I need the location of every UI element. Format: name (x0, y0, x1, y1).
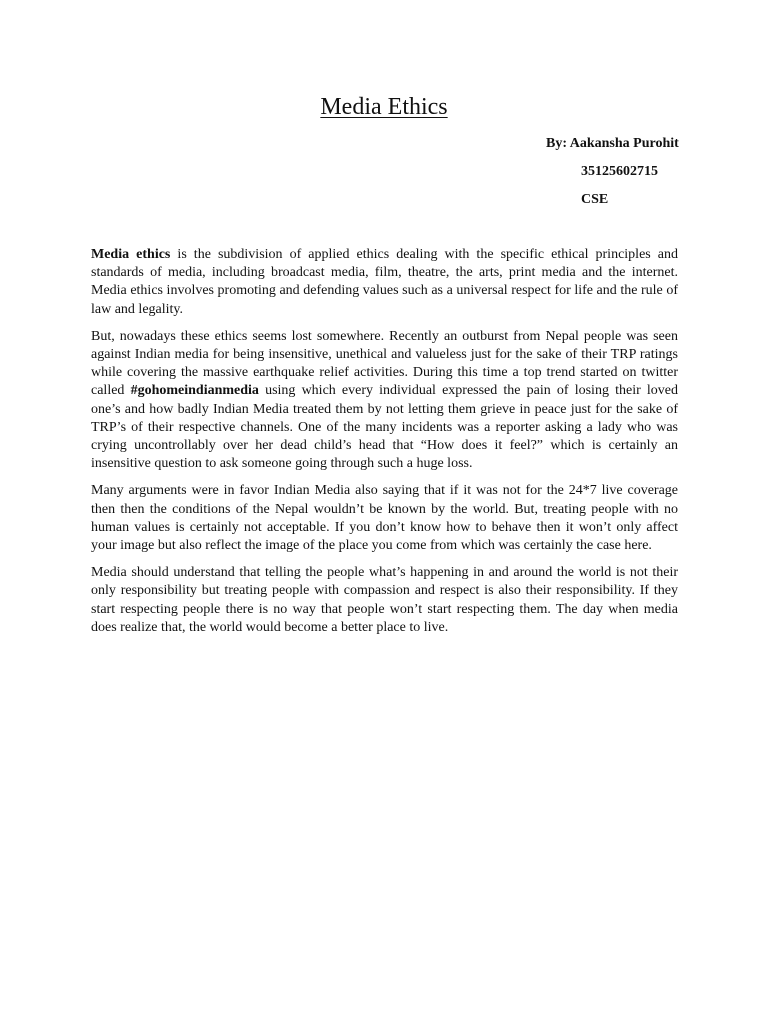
hashtag: #gohomeindianmedia (130, 383, 259, 399)
paragraph-nepal-incident (91, 328, 678, 474)
paragraph-conclusion: Media should understand that telling the people what’s happening in and around the world is not their only responsibility but treating people with compassion and respect is also their responsibility. If they start respecting people there is no way that people won’t start respecting them. The day when media does realize that, the world would become a better place to live. (91, 565, 678, 635)
document-title: Media Ethics (320, 94, 448, 120)
roll-number: 35125602715 (581, 164, 658, 179)
department: CSE (581, 192, 609, 207)
document-body (91, 246, 678, 646)
paragraph-arguments: Many arguments were in favor Indian Media also saying that if it was not for the 24*7 live coverage then then the conditions of the Nepal wouldn’t be known by the world. But, treating people with no human values is certainly not acceptable. If you don’t know how to behave then it won’t only affect your image but also reflect the image of the place you come from which was certainly the case here. (91, 483, 678, 554)
document-title-block (0, 92, 768, 122)
paragraph-definition-text: is the subdivision of applied ethics dealing with the specific ethical principles and standards of media, including broadcast media, film, theatre, the arts, print media and the internet. Media ethics involves promoting and defending values such as a universal respect for life and the rule of law and legality. (91, 247, 678, 317)
paragraph-nepal-text-after: using which every individual expressed the pain of losing their loved one’s and how badly Indian Media treated them by not letting them grieve in peace just for the sake of TRP’s of their respective channels. One of the many incidents was a reporter asking a lady who was crying uncontrollably over her dead child’s head that “How does it feel?” which is certainly an insensitive question to ask someone going through such a huge loss. (91, 383, 678, 472)
author-line: By: Aakansha Purohit (546, 136, 679, 151)
paragraph-nepal-text-before: But, nowadays these ethics seems lost somewhere. Recently an outburst from Nepal people was seen against Indian media for being insensitive, unethical and valueless just for the sake of their TRP ratings while covering the massive earthquake relief activities. During this time a top trend started on twitter called (91, 328, 678, 399)
paragraph-definition (91, 246, 678, 319)
term-media-ethics: Media ethics (91, 247, 171, 262)
